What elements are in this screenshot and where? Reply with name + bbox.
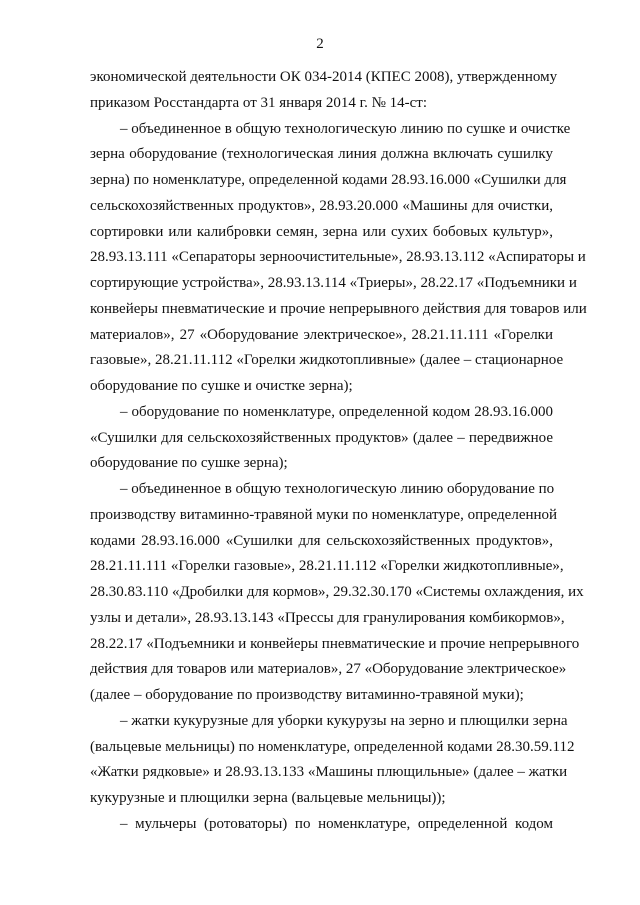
text-line: 28.21.11.111 «Горелки газовые», 28.21.11.112 «Горелки жидкотопливные», [90, 558, 564, 575]
text-line: – объединенное в общую технологическую линию по сушке и очистке [120, 120, 571, 137]
text-line: 28.30.83.110 «Дробилки для кормов», 29.32.30.170 «Системы охлаждения, их [90, 584, 584, 600]
text-line: – объединенное в общую технологическую линию оборудование по [120, 481, 555, 497]
text-line: оборудование по сушке зерна); [90, 455, 288, 472]
text-line: приказом Росстандарта от 31 января 2014 г. № 14-ст: [90, 94, 428, 111]
paragraph [90, 709, 575, 812]
text-line: газовые», 28.21.11.112 «Горелки жидкотопливные» (далее – стационарное [90, 352, 564, 369]
text-line: сортировки или калибровки семян, зерна или сухих бобовых культур», [90, 223, 553, 240]
document-body [90, 65, 587, 838]
text-line: экономической деятельности ОК 034-2014 (КПЕС 2008), утвержденному [90, 69, 558, 85]
text-line: кукурузные и плющилки зерна (вальцевые мельницы)); [90, 790, 446, 806]
text-line: зерна оборудование (технологическая линия должна включать сушилку [90, 146, 553, 163]
text-line: (далее – оборудование по производству витаминно-травяной муки); [90, 687, 524, 703]
paragraph [90, 477, 584, 709]
text-line: зерна) по номенклатуре, определенной кодами 28.93.16.000 «Сушилки для [90, 172, 567, 188]
paragraph [90, 400, 553, 477]
text-line: производству витаминно-травяной муки по номенклатуре, определенной [90, 506, 558, 523]
text-line: узлы и детали», 28.93.13.143 «Прессы для гранулирования комбикормов», [90, 609, 565, 626]
page-number: 2 [316, 36, 324, 52]
text-line: «Сушилки для сельскохозяйственных продуктов» (далее – передвижное [90, 429, 553, 446]
text-line: конвейеры пневматические и прочие непрерывного действия для товаров или [90, 300, 587, 317]
text-line: сортирующие устройства», 28.93.13.114 «Триеры», 28.22.17 «Подъемники и [90, 275, 577, 291]
text-line: оборудование по сушке и очистке зерна); [90, 378, 353, 394]
text-line: 28.93.13.111 «Сепараторы зерноочистительные», 28.93.13.112 «Аспираторы и [90, 249, 586, 266]
paragraph [90, 65, 558, 117]
text-line: «Жатки рядковые» и 28.93.13.133 «Машины плющильные» (далее – жатки [90, 764, 568, 781]
paragraph [90, 812, 553, 838]
paragraph [90, 117, 587, 400]
text-line: – оборудование по номенклатуре, определенной кодом 28.93.16.000 [120, 403, 553, 420]
text-line: материалов», 27 «Оборудование электрическое», 28.21.11.111 «Горелки [90, 326, 553, 343]
text-line: – жатки кукурузные для уборки кукурузы на зерно и плющилки зерна [120, 712, 568, 729]
text-line: – мульчеры (ротоваторы) по номенклатуре, определенной кодом [120, 815, 553, 832]
text-line: 28.22.17 «Подъемники и конвейеры пневматические и прочие непрерывного [90, 635, 580, 652]
text-line: (вальцевые мельницы) по номенклатуре, определенной кодами 28.30.59.112 [90, 738, 575, 755]
text-line: действия для товаров или материалов», 27 «Оборудование электрическое» [90, 661, 567, 678]
text-line: сельскохозяйственных продуктов», 28.93.20.000 «Машины для очистки, [90, 197, 553, 214]
text-line: кодами 28.93.16.000 «Сушилки для сельскохозяйственных продуктов», [90, 532, 553, 549]
